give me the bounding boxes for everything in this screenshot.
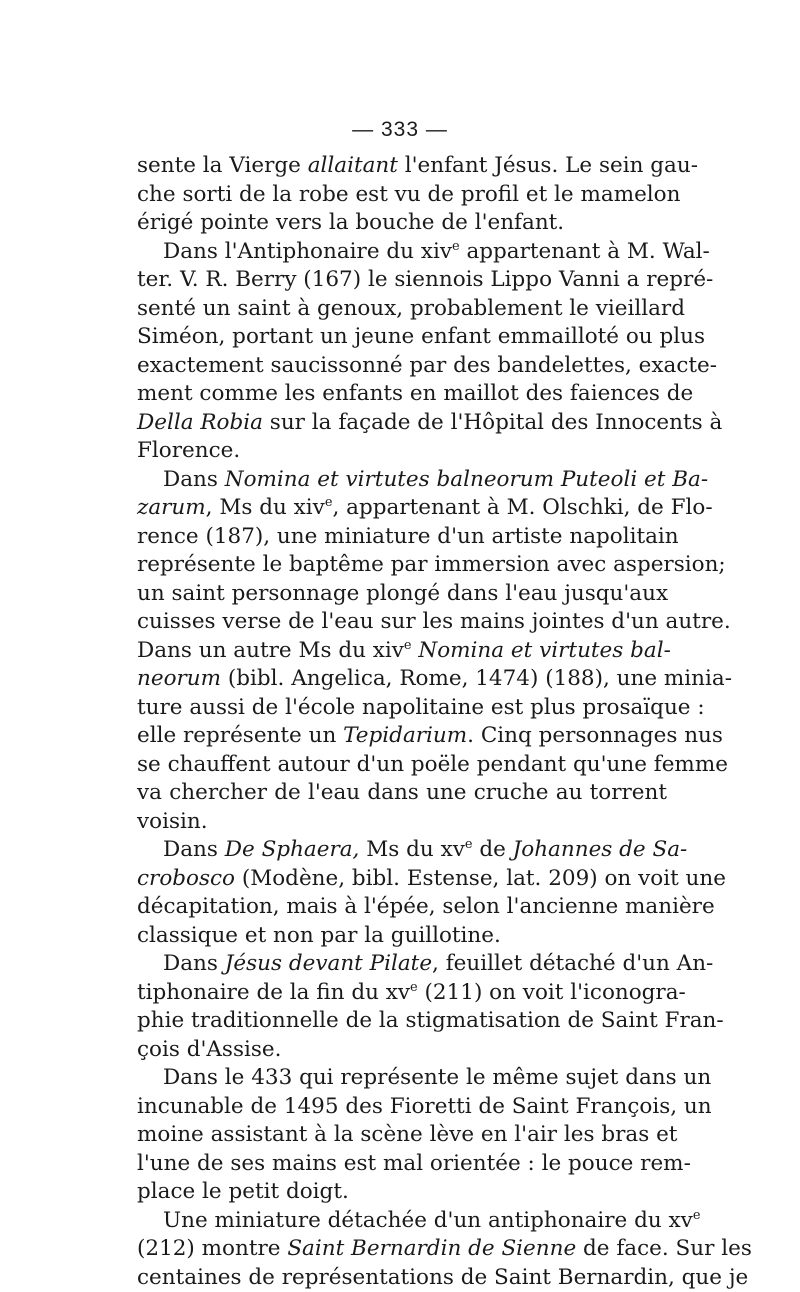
italic-text: De Sphaera, (225, 837, 360, 862)
text-run: , appartenant à M. Olschki, de Flo- (332, 495, 712, 520)
text-line (137, 751, 667, 780)
text-run: décapitation, mais à l'épée, selon l'ancienne manière (137, 894, 715, 919)
italic-text: Della Robia (137, 410, 263, 435)
text-run: sente la Vierge (137, 153, 308, 178)
superscript: e (404, 637, 412, 652)
text-run: se chauffent autour d'un poële pendant qu'une femme (137, 752, 728, 777)
text-run: ment comme les enfants en maillot des faiences de (137, 381, 693, 406)
text-run: ture aussi de l'école napolitaine est plus prosaïque : (137, 695, 705, 720)
text-run: moine assistant à la scène lève en l'air les bras et (137, 1122, 677, 1147)
text-line (137, 1036, 667, 1065)
italic-text: zarum (137, 495, 206, 520)
text-line (137, 295, 667, 324)
italic-text: neorum (137, 666, 221, 691)
text-run: va chercher de l'eau dans une cruche au torrent (137, 780, 667, 805)
page-number: — 333 — (0, 118, 800, 142)
text-line (137, 1178, 667, 1207)
text-line (137, 523, 667, 552)
text-line (137, 1121, 667, 1150)
text-line (137, 1207, 667, 1236)
text-run: Dans (163, 467, 225, 492)
text-run: appartenant à M. Wal- (460, 239, 710, 264)
superscript: e (325, 495, 333, 510)
text-run: un saint personnage plongé dans l'eau jusqu'aux (137, 581, 668, 606)
text-run: Florence. (137, 438, 240, 463)
text-line (137, 266, 667, 295)
text-run: de face. Sur les (576, 1236, 752, 1261)
text-line (137, 551, 667, 580)
text-line (137, 1064, 667, 1093)
italic-text: crobosco (137, 866, 235, 891)
text-run: xiv (421, 239, 452, 264)
text-line (137, 580, 667, 609)
superscript: e (465, 837, 473, 852)
text-run: xv (441, 837, 465, 862)
text-run: ter. V. R. Berry (167) le siennois Lippo Vanni a repré- (137, 267, 713, 292)
text-run: xiv (294, 495, 325, 520)
body-text (137, 152, 667, 1292)
text-run: Dans l'Antiphonaire du (163, 239, 421, 264)
text-line (137, 950, 667, 979)
text-run: classique et non par la guillotine. (137, 923, 501, 948)
text-run: de (472, 837, 512, 862)
superscript: e (452, 238, 460, 253)
text-line (137, 722, 667, 751)
text-line (137, 494, 667, 523)
text-line (137, 1150, 667, 1179)
text-run: rence (187), une miniature d'un artiste napolitain (137, 524, 679, 549)
text-run: Dans (163, 837, 225, 862)
italic-text: Nomina et virtutes balneorum Puteoli et Ba- (225, 467, 708, 492)
text-run: Siméon, portant un jeune enfant emmailloté ou plus (137, 324, 705, 349)
text-line (137, 608, 667, 637)
superscript: e (410, 979, 418, 994)
text-run: xiv (373, 638, 404, 663)
text-line (137, 979, 667, 1008)
text-line (137, 1264, 667, 1292)
text-run: (211) on voit l'iconogra- (418, 980, 686, 1005)
text-line (137, 466, 667, 495)
text-run: Dans le 433 qui représente le même sujet dans un (163, 1065, 711, 1090)
text-line (137, 437, 667, 466)
text-run: exactement saucissonné par des bandelettes, exacte- (137, 353, 717, 378)
italic-text: Johannes de Sa- (513, 837, 688, 862)
text-line (137, 1093, 667, 1122)
text-line (137, 893, 667, 922)
text-run: tiphonaire de la fin du (137, 980, 386, 1005)
text-run: . Cinq personnages nus (467, 723, 723, 748)
text-line (137, 865, 667, 894)
text-run: senté un saint à genoux, probablement le vieillard (137, 296, 685, 321)
text-line (137, 409, 667, 438)
text-run: çois d'Assise. (137, 1037, 281, 1062)
text-line (137, 665, 667, 694)
text-run: érigé pointe vers la bouche de l'enfant. (137, 210, 564, 235)
text-run: incunable de 1495 des Fioretti de Saint François, un (137, 1094, 712, 1119)
text-line (137, 238, 667, 267)
text-line (137, 1007, 667, 1036)
text-run: l'enfant Jésus. Le sein gau- (398, 153, 698, 178)
italic-text: allaitant (308, 153, 398, 178)
text-run: che sorti de la robe est vu de profil et le mamelon (137, 182, 680, 207)
text-line (137, 209, 667, 238)
text-line (137, 323, 667, 352)
text-run: phie traditionnelle de la stigmatisation de Saint Fran- (137, 1008, 724, 1033)
text-line (137, 836, 667, 865)
text-line (137, 380, 667, 409)
italic-text: Tepidarium (343, 723, 467, 748)
text-line (137, 181, 667, 210)
text-line (137, 637, 667, 666)
text-run: elle représente un (137, 723, 343, 748)
text-run: Une miniature détachée d'un antiphonaire du (163, 1208, 669, 1233)
text-run: place le petit doigt. (137, 1179, 349, 1204)
text-run: représente le baptême par immersion avec aspersion; (137, 552, 726, 577)
italic-text: Saint Bernardin de Sienne (287, 1236, 576, 1261)
text-run: l'une de ses mains est mal orientée : le pouce rem- (137, 1151, 691, 1176)
text-run: xv (669, 1208, 693, 1233)
text-run: Ms du (359, 837, 440, 862)
text-line (137, 352, 667, 381)
text-line (137, 779, 667, 808)
text-run: Dans un autre Ms du (137, 638, 373, 663)
text-run: sur la façade de l'Hôpital des Innocents à (263, 410, 722, 435)
superscript: e (693, 1207, 701, 1222)
italic-text: Jésus devant Pilate (225, 951, 432, 976)
text-run: cuisses verse de l'eau sur les mains jointes d'un autre. (137, 609, 731, 634)
text-run: voisin. (137, 809, 208, 834)
text-run: (Modène, bibl. Estense, lat. 209) on voit une (235, 866, 726, 891)
text-line (137, 152, 667, 181)
text-line (137, 808, 667, 837)
text-line (137, 922, 667, 951)
italic-text: Nomina et virtutes bal- (418, 638, 670, 663)
text-run: (212) montre (137, 1236, 287, 1261)
text-line (137, 1235, 667, 1264)
text-run: Dans (163, 951, 225, 976)
text-line (137, 694, 667, 723)
text-run: (bibl. Angelica, Rome, 1474) (188), une minia- (221, 666, 732, 691)
text-run: centaines de représentations de Saint Bernardin, que je (137, 1265, 748, 1290)
text-run: , Ms du (206, 495, 294, 520)
text-run: , feuillet détaché d'un An- (432, 951, 713, 976)
text-run: xv (386, 980, 410, 1005)
